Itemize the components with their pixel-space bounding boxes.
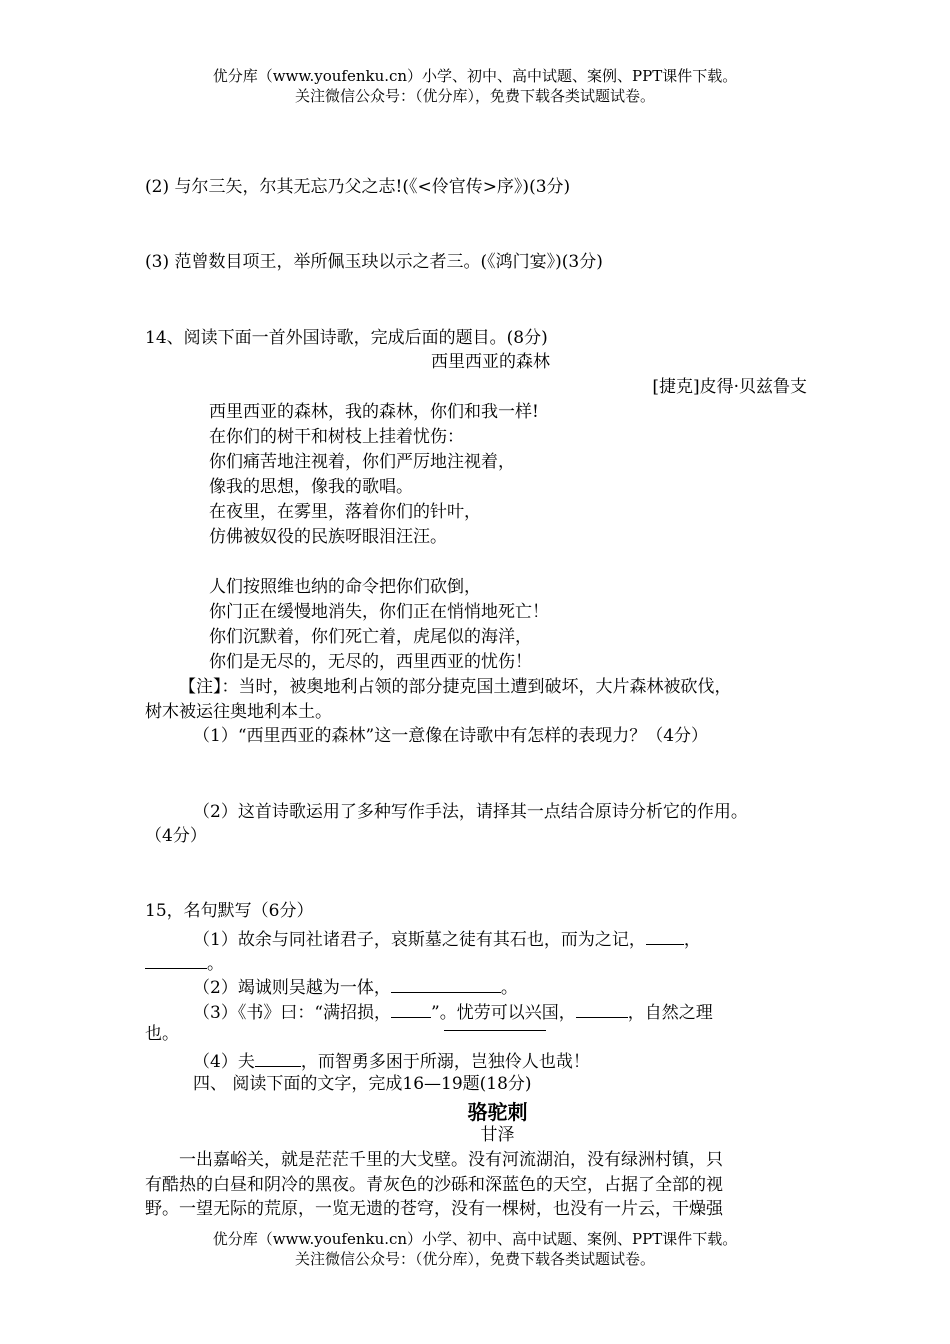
poem-line: 人们按照维也纳的命令把你们砍倒，: [209, 577, 481, 597]
sentence-text: （4）夫: [193, 1052, 255, 1072]
section-4-heading: 四、 阅读下面的文字，完成16—19题(18分): [193, 1074, 532, 1094]
poem-line: 你们是无尽的，无尽的，西里西亚的忧伤！: [209, 652, 532, 672]
poem-title: 西里西亚的森林: [431, 352, 550, 372]
poem-note-cont: 树木被运往奥地利本土。: [145, 702, 332, 722]
sentence-text: （3）《书》曰：“满招损，: [193, 1003, 392, 1023]
sentence-text: （2）竭诚则吴越为一体，: [193, 978, 391, 998]
poem-line: 你们沉默着，你们死亡着，虎尾似的海洋，: [209, 627, 532, 647]
q15-sentence-1: [193, 926, 701, 951]
answer-blank-extra[interactable]: [444, 1030, 546, 1031]
footer-line-1: 优分库（www.youfenku.cn）小学、初中、高中试题、案例、PPT课件下载。: [212, 1230, 738, 1248]
poem-note: 【注】：当时，被奥地利占领的部分捷克国土遭到破坏，大片森林被砍伐，: [179, 677, 732, 697]
sentence-mid: ”。忧劳可以兴国，: [431, 1003, 576, 1023]
header-line-1: 优分库（www.youfenku.cn）小学、初中、高中试题、案例、PPT课件下载。: [212, 67, 738, 85]
answer-blank[interactable]: [391, 974, 501, 993]
paragraph-line: 一出嘉峪关，就是茫茫千里的大戈壁。没有河流湖泊，没有绿洲村镇，只: [179, 1150, 723, 1170]
article-title: 骆驼刺: [467, 1100, 528, 1124]
answer-blank[interactable]: [576, 999, 628, 1018]
answer-blank[interactable]: [255, 1048, 301, 1067]
sentence-end: 。: [207, 954, 224, 974]
answer-blank[interactable]: [145, 950, 207, 969]
sentence-end: ，而智勇多困于所溺，岂独伶人也哉！: [300, 1052, 590, 1072]
poem-line: 你们痛苦地注视着，你们严厉地注视着，: [209, 452, 515, 472]
q14-sub-2-cont: （4分）: [145, 826, 207, 846]
q13-item-3: (3) 范曾数目项王，举所佩玉玦以示之者三。(《鸿门宴》)(3分): [145, 252, 603, 272]
q14-sub-2: （2）这首诗歌运用了多种写作手法，请择其一点结合原诗分析它的作用。: [193, 802, 748, 822]
poem-author: [捷克]皮得·贝兹鲁支: [652, 377, 807, 397]
q15-sentence-4: [193, 1048, 590, 1073]
paragraph-line: 野。一望无际的荒原，一览无遗的苍穹，没有一棵树，也没有一片云，干燥强: [145, 1199, 723, 1219]
sentence-comma: ，: [683, 930, 701, 950]
q15-sentence-2: [193, 974, 518, 999]
answer-blank[interactable]: [646, 926, 684, 945]
poem-line: 西里西亚的森林，我的森林，你们和我一样!: [209, 402, 539, 422]
poem-line: 像我的思想，像我的歌唱。: [209, 477, 413, 497]
q13-item-2: (2) 与尔三矢，尔其无忘乃父之志!(《<伶官传>序》)(3分): [145, 177, 571, 197]
q15-sentence-3-cont: 也。: [145, 1024, 179, 1044]
poem-line: 在夜里，在雾里，落着你们的针叶，: [209, 502, 481, 522]
poem-line: 你门正在缓慢地消失，你们正在悄悄地死亡！: [209, 602, 549, 622]
q14-intro: 14、阅读下面一首外国诗歌，完成后面的题目。(8分): [145, 328, 548, 348]
paragraph-line: 有酷热的白昼和阴冷的黑夜。青灰色的沙砾和深蓝色的天空，占据了全部的视: [145, 1175, 723, 1195]
footer-line-2: 关注微信公众号：（优分库），免费下载各类试题试卷。: [294, 1250, 655, 1268]
poem-line: 仿佛被奴役的民族呀眼泪汪汪。: [209, 527, 447, 547]
poem-line: 在你们的树干和树枝上挂着忧伤：: [209, 427, 464, 447]
q15-intro: 15，名句默写（6分）: [145, 901, 314, 921]
article-author: 甘泽: [480, 1125, 515, 1145]
answer-blank[interactable]: [391, 999, 431, 1018]
q14-sub-1: （1）“西里西亚的森林”这一意像在诗歌中有怎样的表现力？（4分）: [193, 726, 709, 746]
q15-sentence-1-cont: [145, 950, 224, 975]
sentence-text: （1）故余与同社诸君子，哀斯墓之徒有其石也，而为之记，: [193, 930, 646, 950]
sentence-end: 。: [500, 978, 518, 998]
sentence-end: ，自然之理: [627, 1003, 713, 1023]
header-line-2: 关注微信公众号：（优分库），免费下载各类试题试卷。: [294, 87, 655, 105]
q15-sentence-3: [193, 999, 713, 1024]
